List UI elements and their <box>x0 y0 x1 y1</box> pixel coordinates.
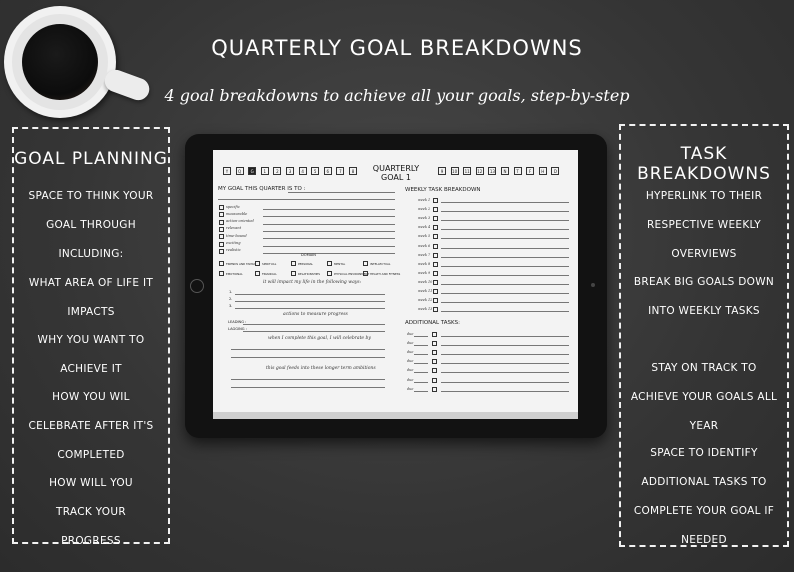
domain-checkbox[interactable] <box>255 271 260 276</box>
week-line <box>441 202 569 203</box>
nav-tab-8[interactable]: 8 <box>349 167 357 175</box>
smart-item: relevant <box>226 226 242 231</box>
task-due-label: due <box>407 386 414 391</box>
nav-tab-13[interactable]: 13 <box>489 169 495 174</box>
smart-line <box>263 246 395 247</box>
impact-number: 3. <box>229 304 233 309</box>
checkbox[interactable] <box>219 227 224 232</box>
week-number: 13 <box>428 307 433 312</box>
week-number: 9 <box>428 270 431 275</box>
week-number: 10 <box>428 279 433 284</box>
week-checkbox[interactable] <box>433 271 438 276</box>
impact-line <box>235 294 385 295</box>
left-item-3: WHY YOU WANT TO ACHIEVE IT <box>37 334 145 375</box>
week-line <box>441 229 569 230</box>
week-number: 5 <box>428 234 431 239</box>
nav-tab-7[interactable]: 7 <box>336 167 344 175</box>
week-checkbox[interactable] <box>433 225 438 230</box>
domain-item: PHYSICAL ENVIRONMENT <box>334 271 370 276</box>
weekly-heading: WEEKLY TASK BREAKDOWN <box>405 187 481 193</box>
longterm-line <box>231 387 385 388</box>
domain-checkbox[interactable] <box>291 271 296 276</box>
week-label: week <box>418 252 427 257</box>
task-checkbox[interactable] <box>432 341 437 346</box>
smart-item: time-bound <box>226 233 247 238</box>
task-checkbox[interactable] <box>432 368 437 373</box>
week-label: week <box>418 198 427 202</box>
right-item-2: BREAK BIG GOALS DOWN INTO WEEKLY TASKS <box>633 276 775 317</box>
domain-item: HEALTH AND FITNESS <box>370 271 401 276</box>
lagging-label: LAGGING : <box>228 327 247 331</box>
week-line <box>441 293 569 294</box>
task-breakdowns-heading: TASK BREAKDOWNS <box>637 144 771 184</box>
progress-label: actions to measure progress <box>283 312 348 317</box>
nav-tab-4[interactable]: 4 <box>299 167 307 175</box>
week-number: 4 <box>428 225 431 230</box>
longterm-label: this goal feeds into these longer term ambitions <box>266 366 376 371</box>
task-line <box>441 382 569 383</box>
week-line <box>441 311 569 312</box>
week-line <box>441 257 569 258</box>
nav-tab-1[interactable]: 1 <box>261 167 269 175</box>
domain-checkbox[interactable] <box>291 261 296 266</box>
checkbox[interactable] <box>219 249 224 254</box>
leading-label: LEADING : <box>228 320 247 324</box>
smart-item: action-oriented <box>226 219 254 224</box>
task-due-label: due <box>407 368 414 373</box>
task-breakdowns-panel <box>619 124 789 547</box>
additional-heading: ADDITIONAL TASKS: <box>405 320 460 326</box>
domain-item: PERSONAL <box>298 261 313 266</box>
goal-planning-heading: GOAL PLANNING <box>14 149 168 169</box>
nav-tab-6[interactable]: 6 <box>324 167 332 175</box>
nav-tab-H[interactable]: H <box>539 167 547 175</box>
task-due-label: due <box>407 350 414 355</box>
week-line <box>441 211 569 212</box>
left-item-2: WHAT AREA OF LIFE IT IMPACTS <box>28 277 154 318</box>
week-label: week <box>418 279 427 284</box>
checkbox[interactable] <box>219 220 224 225</box>
week-label: week <box>418 225 427 230</box>
domain-checkbox[interactable] <box>327 271 332 276</box>
week-number: 7 <box>428 252 431 257</box>
nav-tab-5[interactable]: 5 <box>311 167 319 175</box>
week-label: week <box>418 243 427 248</box>
domain-checkbox[interactable] <box>363 261 368 266</box>
celebrate-line <box>231 349 385 350</box>
nav-tab-N[interactable]: N <box>501 167 509 175</box>
smart-item: realistic <box>226 248 241 253</box>
week-checkbox[interactable] <box>433 216 438 221</box>
task-checkbox[interactable] <box>432 332 437 337</box>
nav-tab-T[interactable]: T <box>514 167 522 175</box>
task-checkbox[interactable] <box>432 387 437 392</box>
impact-line <box>235 301 385 302</box>
home-button <box>190 279 204 293</box>
left-item-1: SPACE TO THINK YOUR GOAL THROUGH INCLUDING: <box>28 190 154 260</box>
domain-item: FINANCIAL <box>262 271 277 276</box>
lagging-line <box>243 331 385 332</box>
week-label: week <box>418 289 427 293</box>
week-number: 8 <box>428 261 431 266</box>
week-number: 12 <box>428 298 433 303</box>
smart-line <box>263 216 395 217</box>
camera-icon <box>591 283 595 287</box>
week-checkbox[interactable] <box>433 244 438 249</box>
smart-item: exciting <box>226 241 241 245</box>
smart-item: specific <box>226 204 240 209</box>
domain-item: FRIENDS AND FAMILY <box>226 261 256 266</box>
week-number: 1 <box>428 198 431 202</box>
checkbox[interactable] <box>219 212 224 217</box>
smart-line <box>263 238 395 239</box>
right-item-1: HYPERLINK TO THEIR RESPECTIVE WEEKLY OVERVIEWS <box>645 190 763 260</box>
task-due-label: due <box>407 341 414 346</box>
goal-line <box>288 192 395 193</box>
right-item-4: SPACE TO IDENTIFY ADDITIONAL TASKS TO COMPLETE YOUR GOAL IF NEEDED <box>633 447 775 546</box>
week-checkbox[interactable] <box>433 234 438 239</box>
quarterly-goal-title: QUARTERLY GOAL 1 <box>372 164 420 182</box>
nav-tab-2[interactable]: 2 <box>273 167 281 175</box>
week-label: week <box>418 270 427 275</box>
week-label: week <box>418 216 427 221</box>
week-label: week <box>418 307 427 312</box>
task-checkbox[interactable] <box>432 359 437 364</box>
longterm-line <box>231 379 385 380</box>
task-due-label: due <box>407 377 414 382</box>
task-checkbox[interactable] <box>432 378 437 383</box>
smart-line <box>263 231 395 232</box>
domain-checkbox[interactable] <box>363 271 368 276</box>
domain-checkbox[interactable] <box>327 261 332 266</box>
week-label: week <box>418 234 427 239</box>
task-line <box>441 391 569 392</box>
page-title: QUARTERLY GOAL BREAKDOWNS <box>211 36 583 60</box>
screen-bottom-bar <box>213 412 578 419</box>
week-line <box>441 302 569 303</box>
week-checkbox[interactable] <box>433 253 438 258</box>
goal-label: MY GOAL THIS QUARTER IS TO : <box>218 186 306 192</box>
domain-item: RELATIONSHIPS <box>298 271 321 276</box>
week-label: week <box>418 207 427 212</box>
task-line <box>441 372 569 373</box>
goal-planning-panel <box>12 127 170 547</box>
task-due-line <box>414 354 428 355</box>
week-checkbox[interactable] <box>433 262 438 267</box>
domain-label: DOMAIN <box>301 253 316 257</box>
domain-checkbox[interactable] <box>219 271 224 276</box>
task-line <box>441 336 569 337</box>
nav-tab-9[interactable]: 9 <box>438 167 446 175</box>
task-due-label: due <box>407 359 414 364</box>
week-checkbox[interactable] <box>433 289 438 294</box>
nav-tab-F[interactable]: F <box>526 167 534 175</box>
nav-tab-10[interactable]: 10 <box>452 169 458 174</box>
celebrate-label: when I complete this goal, I will celebrate by <box>268 336 371 341</box>
week-checkbox[interactable] <box>433 280 438 285</box>
week-number: 3 <box>428 216 431 221</box>
task-due-line <box>414 382 428 383</box>
domain-item: MENTAL <box>334 261 346 266</box>
impact-number: 2. <box>229 297 233 302</box>
task-due-line <box>414 345 428 346</box>
task-due-line <box>414 391 428 392</box>
week-line <box>441 248 569 249</box>
week-label: week <box>418 298 427 303</box>
nav-tab-D[interactable]: D <box>551 167 559 175</box>
task-due-line <box>414 336 428 337</box>
left-item-4: HOW YOU WIL CELEBRATE AFTER IT'S COMPLETED <box>28 391 154 461</box>
week-line <box>441 238 569 239</box>
impact-number: 1. <box>229 290 233 294</box>
task-due-label: due <box>407 332 414 336</box>
week-checkbox[interactable] <box>433 198 438 203</box>
nav-tab-Y[interactable]: Y <box>223 167 231 175</box>
impact-line <box>235 308 385 309</box>
nav-tab-3[interactable]: 3 <box>286 167 294 175</box>
week-checkbox[interactable] <box>433 298 438 303</box>
smart-line <box>263 224 395 225</box>
domain-item: INTELLECTUAL <box>370 261 391 266</box>
week-line <box>441 266 569 267</box>
left-item-5: HOW WILL YOU TRACK YOUR PROGRESS <box>49 477 133 547</box>
domain-checkbox[interactable] <box>255 261 260 266</box>
impact-label: it will impact my life in the following ways: <box>263 280 362 285</box>
domain-item: SPIRITUAL <box>262 261 277 266</box>
goal-line <box>218 199 395 200</box>
smart-line <box>263 253 395 254</box>
domain-checkbox[interactable] <box>219 261 224 266</box>
right-item-3: STAY ON TRACK TO ACHIEVE YOUR GOALS ALL YEAR <box>630 362 778 432</box>
task-due-line <box>414 372 428 373</box>
checkbox[interactable] <box>219 242 224 247</box>
week-line <box>441 220 569 221</box>
week-line <box>441 275 569 276</box>
week-checkbox[interactable] <box>433 207 438 212</box>
week-number: 11 <box>428 289 433 293</box>
checkbox[interactable] <box>219 234 224 239</box>
task-due-line <box>414 363 428 364</box>
celebrate-line <box>231 357 385 358</box>
task-checkbox[interactable] <box>432 350 437 355</box>
task-line <box>441 363 569 364</box>
smart-item: measurable <box>226 211 248 216</box>
page-subtitle: 4 goal breakdowns to achieve all your goals, step-by-step <box>164 86 630 105</box>
task-line <box>441 345 569 346</box>
nav-tab-12[interactable]: 12 <box>477 169 483 174</box>
smart-line <box>263 209 395 210</box>
nav-tab-Q[interactable]: Q <box>236 167 244 175</box>
nav-tab-11[interactable]: 11 <box>464 169 470 174</box>
task-line <box>441 354 569 355</box>
week-number: 2 <box>428 207 431 212</box>
week-checkbox[interactable] <box>433 307 438 312</box>
leading-line <box>243 324 385 325</box>
checkbox[interactable] <box>219 205 224 210</box>
domain-item: EMOTIONAL <box>226 271 243 276</box>
week-label: week <box>418 261 427 266</box>
planner-screen <box>213 150 578 419</box>
nav-tab-G[interactable]: G <box>248 167 256 175</box>
week-line <box>441 284 569 285</box>
week-number: 6 <box>428 243 431 248</box>
